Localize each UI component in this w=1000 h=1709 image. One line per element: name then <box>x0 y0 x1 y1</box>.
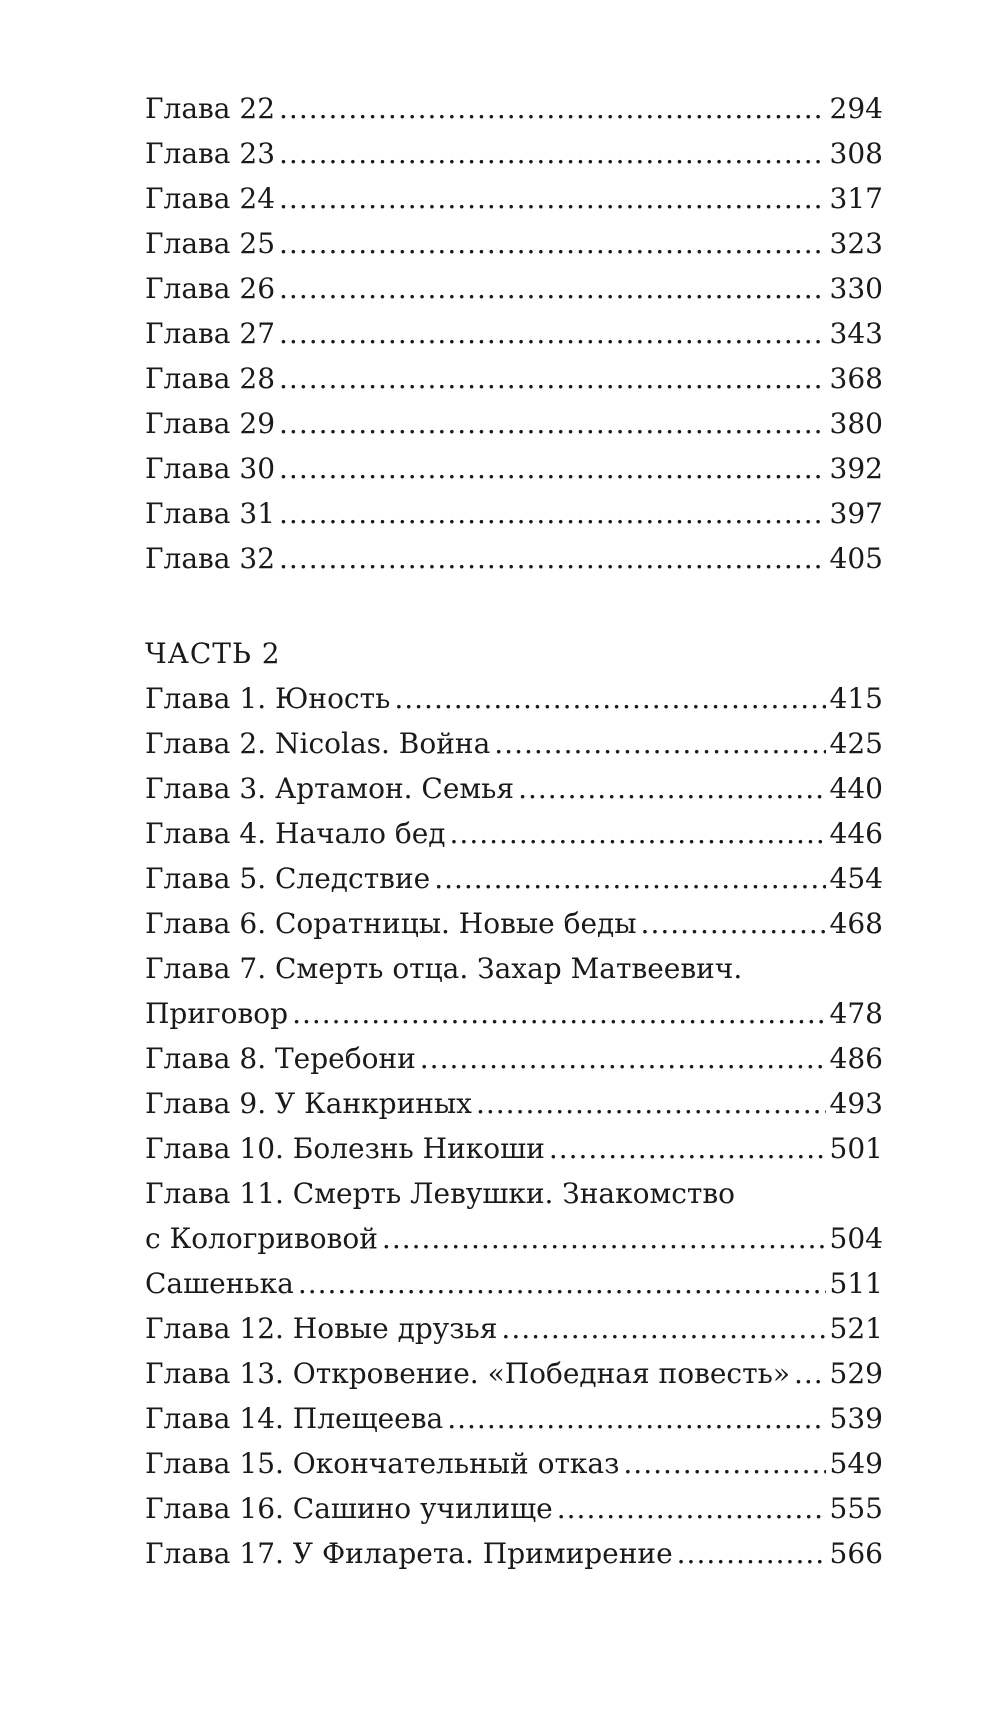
dot-leader <box>279 131 826 176</box>
page-number: 415 <box>829 682 883 715</box>
page-number: 425 <box>829 727 883 760</box>
chapter-title: Сашенька <box>145 1267 294 1300</box>
chapter-title: Глава 8. Теребони <box>145 1042 416 1075</box>
toc-entry <box>145 721 883 766</box>
toc-entry <box>145 766 883 811</box>
dot-leader <box>279 401 826 446</box>
dot-leader <box>494 721 825 766</box>
dot-leader <box>420 1036 826 1081</box>
toc-entry <box>145 811 883 856</box>
dot-leader <box>794 1351 826 1396</box>
chapter-title: Глава 13. Откровение. «Победная повесть» <box>145 1357 790 1390</box>
page-number: 454 <box>829 862 883 895</box>
dot-leader <box>382 1216 826 1261</box>
section-heading: ЧАСТЬ 2 <box>145 637 281 670</box>
page-number: 446 <box>829 817 883 850</box>
chapter-title: Глава 2. Nicolas. Война <box>145 727 491 760</box>
dot-leader <box>557 1486 826 1531</box>
chapter-title: Глава 6. Соратницы. Новые беды <box>145 907 637 940</box>
toc-entry <box>145 856 883 901</box>
chapter-title-first-line: Глава 7. Смерть отца. Захар Матвеевич. <box>145 952 743 985</box>
toc-entry <box>145 401 883 446</box>
page-number: 343 <box>829 317 883 350</box>
toc-entry <box>145 1351 883 1396</box>
chapter-title: Глава 3. Артамон. Семья <box>145 772 515 805</box>
chapter-title: Глава 14. Плещеева <box>145 1402 444 1435</box>
dot-leader <box>279 446 826 491</box>
dot-leader <box>623 1441 825 1486</box>
toc-entry <box>145 901 883 946</box>
dot-leader <box>279 491 826 536</box>
dot-leader <box>279 266 826 311</box>
toc-entry <box>145 991 883 1036</box>
dot-leader <box>279 176 826 221</box>
chapter-title: Глава 23 <box>145 137 276 170</box>
chapter-title: Глава 25 <box>145 227 276 260</box>
toc-entry <box>145 131 883 176</box>
toc-entry <box>145 1306 883 1351</box>
page-number: 501 <box>829 1132 883 1165</box>
dot-leader <box>279 536 826 581</box>
chapter-title: Глава 26 <box>145 272 276 305</box>
chapter-title: Глава 32 <box>145 542 276 575</box>
part1-list <box>145 86 883 581</box>
part2-list <box>145 676 883 1576</box>
chapter-title: Глава 15. Окончательный отказ <box>145 1447 620 1480</box>
page-number: 511 <box>829 1267 883 1300</box>
page-number: 555 <box>829 1492 883 1525</box>
chapter-title: Глава 27 <box>145 317 276 350</box>
dot-leader <box>549 1126 826 1171</box>
page-number: 330 <box>829 272 883 305</box>
chapter-title: Приговор <box>145 997 289 1030</box>
chapter-title: Глава 5. Следствие <box>145 862 431 895</box>
dot-leader <box>279 356 826 401</box>
page-number: 323 <box>829 227 883 260</box>
dot-leader <box>298 1261 826 1306</box>
dot-leader <box>677 1531 826 1576</box>
dot-leader <box>447 1396 825 1441</box>
dot-leader <box>394 676 825 721</box>
chapter-title: Глава 9. У Канкриных <box>145 1087 472 1120</box>
page-number: 539 <box>829 1402 883 1435</box>
page-number: 392 <box>829 452 883 485</box>
toc-entry <box>145 1441 883 1486</box>
page-number: 529 <box>829 1357 883 1390</box>
page-number: 549 <box>829 1447 883 1480</box>
toc-entry <box>145 1216 883 1261</box>
chapter-title: Глава 16. Сашино училище <box>145 1492 553 1525</box>
page-number: 468 <box>829 907 883 940</box>
toc-entry <box>145 1396 883 1441</box>
toc-entry <box>145 86 883 131</box>
page-number: 308 <box>829 137 883 170</box>
page-number: 317 <box>829 182 883 215</box>
table-of-contents <box>145 86 883 1576</box>
chapter-title: Глава 1. Юность <box>145 682 391 715</box>
toc-entry <box>145 446 883 491</box>
toc-entry <box>145 1036 883 1081</box>
dot-leader <box>450 811 826 856</box>
toc-entry <box>145 536 883 581</box>
page-number: 368 <box>829 362 883 395</box>
toc-entry <box>145 491 883 536</box>
page-number: 380 <box>829 407 883 440</box>
chapter-title: с Кологривовой <box>145 1222 378 1255</box>
chapter-title: Глава 12. Новые друзья <box>145 1312 498 1345</box>
chapter-title: Глава 24 <box>145 182 276 215</box>
chapter-title: Глава 22 <box>145 92 276 125</box>
dot-leader <box>279 86 826 131</box>
toc-entry <box>145 266 883 311</box>
chapter-title: Глава 17. У Филарета. Примирение <box>145 1537 673 1570</box>
toc-entry <box>145 676 883 721</box>
dot-leader <box>279 221 826 266</box>
toc-entry <box>145 356 883 401</box>
page-number: 486 <box>829 1042 883 1075</box>
toc-entry <box>145 1081 883 1126</box>
chapter-title: Глава 28 <box>145 362 276 395</box>
chapter-title: Глава 4. Начало бед <box>145 817 446 850</box>
toc-entry <box>145 1126 883 1171</box>
dot-leader <box>279 311 826 356</box>
page-number: 504 <box>829 1222 883 1255</box>
toc-entry <box>145 1261 883 1306</box>
toc-entry <box>145 311 883 356</box>
page-number: 493 <box>829 1087 883 1120</box>
chapter-title: Глава 10. Болезнь Никоши <box>145 1132 545 1165</box>
toc-entry <box>145 1486 883 1531</box>
chapter-title: Глава 31 <box>145 497 276 530</box>
dot-leader <box>501 1306 825 1351</box>
chapter-title-first-line: Глава 11. Смерть Левушки. Знакомство <box>145 1177 736 1210</box>
toc-entry <box>145 221 883 266</box>
page-number: 397 <box>829 497 883 530</box>
toc-entry <box>145 1531 883 1576</box>
page-number: 440 <box>829 772 883 805</box>
page-number: 521 <box>829 1312 883 1345</box>
dot-leader <box>434 856 825 901</box>
dot-leader <box>518 766 825 811</box>
page-number: 405 <box>829 542 883 575</box>
page-number: 478 <box>829 997 883 1030</box>
dot-leader <box>641 901 826 946</box>
chapter-title: Глава 29 <box>145 407 276 440</box>
page-number: 566 <box>829 1537 883 1570</box>
toc-entry <box>145 176 883 221</box>
page-number: 294 <box>829 92 883 125</box>
dot-leader <box>292 991 825 1036</box>
chapter-title: Глава 30 <box>145 452 276 485</box>
dot-leader <box>476 1081 826 1126</box>
